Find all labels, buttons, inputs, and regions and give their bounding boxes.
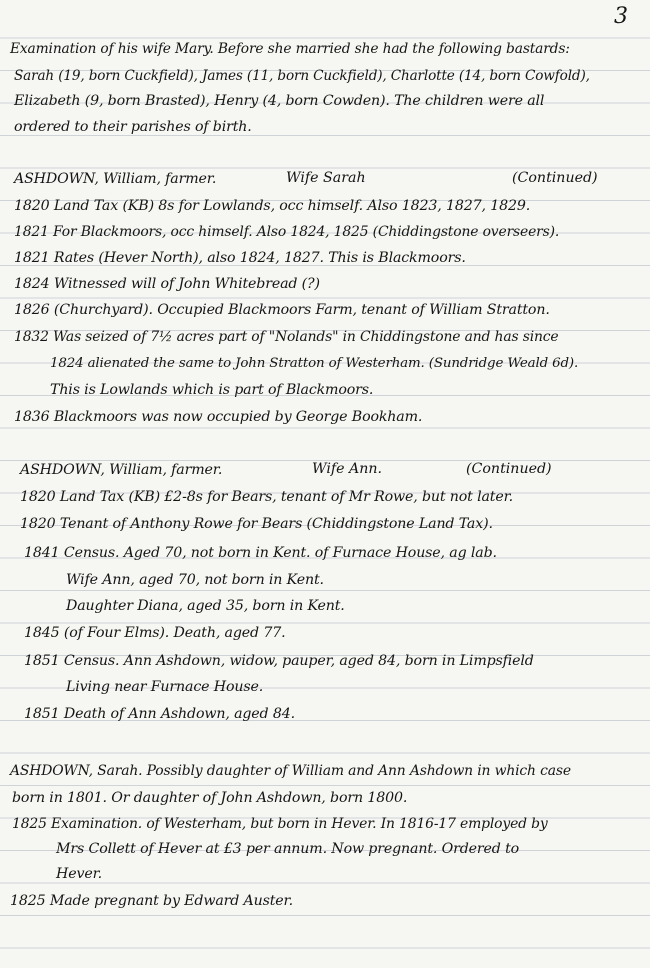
text-line: Sarah (19, born Cuckfield), James (11, born Cuckfield), Charlotte (14, born Cowfold), [14, 68, 590, 84]
continued-note: (Continued) [512, 170, 598, 186]
text-line: 1821 Rates (Hever North), also 1824, 1827. This is Blackmoors. [14, 250, 466, 266]
text-line: 1836 Blackmoors was now occupied by George Bookham. [14, 409, 423, 425]
wife-note: Wife Sarah [286, 170, 366, 186]
text-line: 1820 Tenant of Anthony Rowe for Bears (Chiddingstone Land Tax). [20, 516, 493, 532]
text-line: 1825 Examination. of Westerham, but born in Hever. In 1816-17 employed by [12, 816, 548, 832]
text-line: ASHDOWN, Sarah. Possibly daughter of William and Ann Ashdown in which case [10, 763, 571, 779]
text-line: Wife Ann, aged 70, not born in Kent. [66, 572, 324, 588]
text-line: ordered to their parishes of birth. [14, 119, 252, 135]
text-line: 1841 Census. Aged 70, not born in Kent. of Furnace House, ag lab. [24, 545, 497, 561]
continued-note: (Continued) [466, 461, 552, 477]
entry-heading: ASHDOWN, William, farmer. [20, 462, 223, 478]
text-line: 1824 Witnessed will of John Whitebread (?) [14, 276, 320, 292]
text-line: Living near Furnace House. [66, 679, 264, 695]
text-line: 1826 (Churchyard). Occupied Blackmoors Farm, tenant of William Stratton. [14, 302, 550, 318]
wife-note: Wife Ann. [312, 461, 383, 477]
text-line: Daughter Diana, aged 35, born in Kent. [66, 598, 345, 614]
text-line: Hever. [56, 866, 103, 882]
entry-heading: ASHDOWN, William, farmer. [14, 171, 217, 187]
text-line: 1820 Land Tax (KB) £2-8s for Bears, tenant of Mr Rowe, but not later. [20, 489, 514, 505]
text-line: This is Lowlands which is part of Blackmoors. [50, 382, 374, 398]
text-line: Elizabeth (9, born Brasted), Henry (4, born Cowden). The children were all [14, 93, 545, 109]
text-line: 1821 For Blackmoors, occ himself. Also 1824, 1825 (Chiddingstone overseers). [14, 224, 560, 240]
text-line: born in 1801. Or daughter of John Ashdown, born 1800. [12, 790, 408, 806]
page-number: 3 [614, 4, 628, 29]
text-line: 1824 alienated the same to John Stratton of Westerham. (Sundridge Weald 6d). [50, 356, 579, 371]
text-line: 1832 Was seized of 7½ acres part of "Nolands" in Chiddingstone and has since [14, 329, 559, 345]
text-line: 1845 (of Four Elms). Death, aged 77. [24, 625, 286, 641]
text-line: 1820 Land Tax (KB) 8s for Lowlands, occ himself. Also 1823, 1827, 1829. [14, 198, 531, 214]
text-line: Examination of his wife Mary. Before she married she had the following bastards: [10, 41, 570, 57]
text-line: 1851 Census. Ann Ashdown, widow, pauper, aged 84, born in Limpsfield [24, 653, 534, 669]
text-line: 1851 Death of Ann Ashdown, aged 84. [24, 706, 295, 722]
text-line: Mrs Collett of Hever at £3 per annum. Now pregnant. Ordered to [56, 841, 520, 857]
text-line: 1825 Made pregnant by Edward Auster. [10, 893, 293, 909]
